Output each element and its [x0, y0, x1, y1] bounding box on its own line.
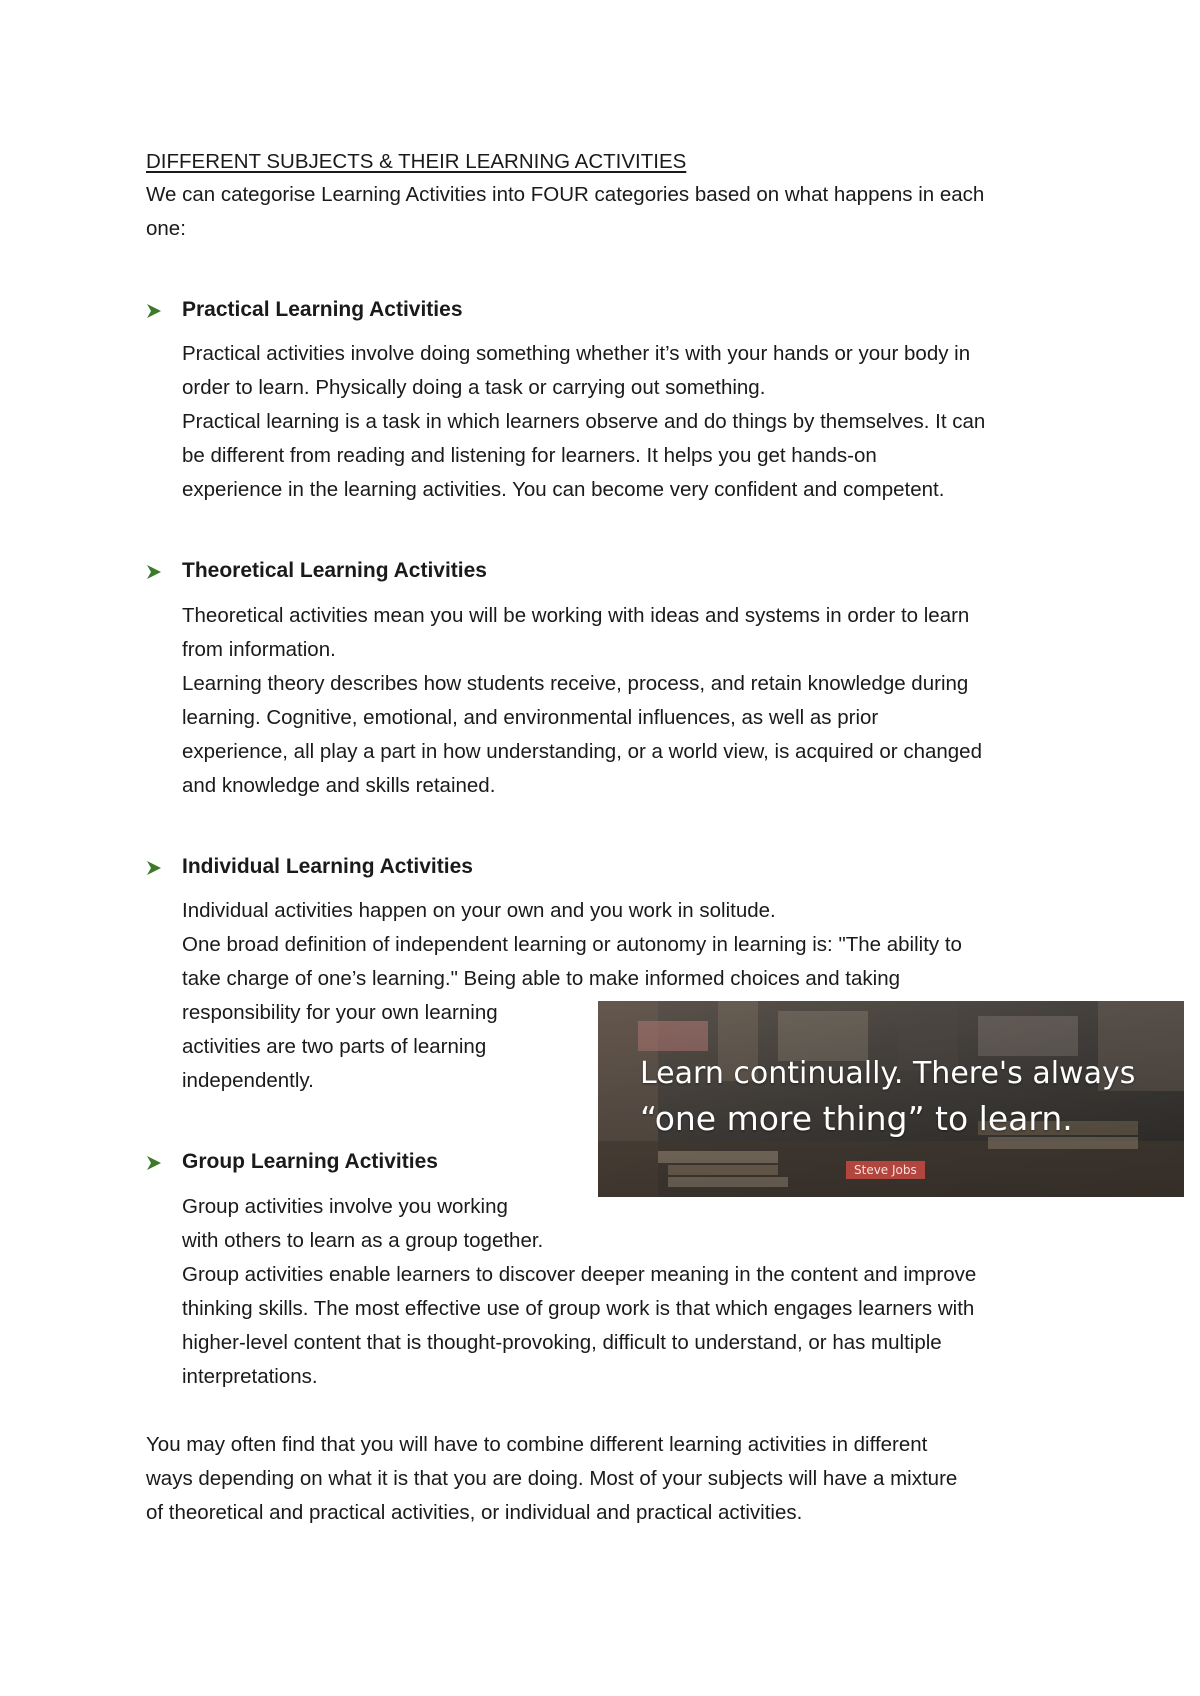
individual-line: independently.	[182, 1069, 314, 1092]
quote-line-2: “one more thing” to learn.	[640, 1099, 1073, 1138]
page-title: DIFFERENT SUBJECTS & THEIR LEARNING ACTIVITIES	[146, 150, 687, 173]
section-heading-label: Individual Learning Activities	[182, 855, 473, 878]
practical-line: order to learn. Physically doing a task or carrying out something.	[182, 376, 766, 399]
theoretical-line: experience, all play a part in how understanding, or a world view, is acquired or changed	[182, 740, 982, 763]
practical-line: Practical learning is a task in which learners observe and do things by themselves. It can	[182, 410, 986, 433]
individual-line: activities are two parts of learning	[182, 1035, 487, 1058]
theoretical-line: and knowledge and skills retained.	[182, 774, 496, 797]
theoretical-line: Theoretical activities mean you will be working with ideas and systems in order to learn	[182, 604, 970, 627]
group-line: interpretations.	[182, 1365, 318, 1388]
quote-author-tag: Steve Jobs	[846, 1161, 925, 1179]
arrow-bullet-icon	[146, 1145, 182, 1179]
theoretical-line: learning. Cognitive, emotional, and environmental influences, as well as prior	[182, 706, 879, 729]
section-heading-label: Practical Learning Activities	[182, 298, 463, 321]
group-line: higher-level content that is thought-provoking, difficult to understand, or has multiple	[182, 1331, 942, 1354]
group-line: Group activities involve you working	[182, 1195, 508, 1218]
arrow-bullet-icon	[146, 554, 182, 588]
group-line: thinking skills. The most effective use of group work is that which engages learners with	[182, 1297, 975, 1320]
intro-line-2: one:	[146, 217, 186, 240]
section-heading-theoretical	[146, 554, 487, 588]
conclusion-line: You may often find that you will have to combine different learning activities in different	[146, 1433, 928, 1456]
section-heading-practical	[146, 293, 463, 327]
theoretical-line: from information.	[182, 638, 336, 661]
section-heading-label: Group Learning Activities	[182, 1150, 438, 1173]
practical-line: be different from reading and listening for learners. It helps you get hands-on	[182, 444, 877, 467]
theoretical-line: Learning theory describes how students receive, process, and retain knowledge during	[182, 672, 969, 695]
group-line: with others to learn as a group together.	[182, 1229, 544, 1252]
group-line: Group activities enable learners to discover deeper meaning in the content and improve	[182, 1263, 977, 1286]
quote-line-1: Learn continually. There's always	[640, 1056, 1136, 1091]
individual-line: take charge of one’s learning." Being able to make informed choices and taking	[182, 967, 901, 990]
conclusion-line: ways depending on what it is that you are doing. Most of your subjects will have a mixture	[146, 1467, 958, 1490]
section-heading-group	[146, 1145, 438, 1179]
conclusion-line: of theoretical and practical activities, or individual and practical activities.	[146, 1501, 803, 1524]
individual-line: One broad definition of independent learning or autonomy in learning is: "The ability to	[182, 933, 962, 956]
individual-line: responsibility for your own learning	[182, 1001, 498, 1024]
arrow-bullet-icon	[146, 293, 182, 327]
practical-line: experience in the learning activities. You can become very confident and competent.	[182, 478, 945, 501]
section-heading-label: Theoretical Learning Activities	[182, 559, 487, 582]
section-heading-individual	[146, 850, 473, 884]
practical-line: Practical activities involve doing something whether it’s with your hands or your body in	[182, 342, 971, 365]
intro-line-1: We can categorise Learning Activities into FOUR categories based on what happens in each	[146, 183, 985, 206]
arrow-bullet-icon	[146, 850, 182, 884]
individual-line: Individual activities happen on your own and you work in solitude.	[182, 899, 776, 922]
quote-image	[598, 1001, 1184, 1197]
